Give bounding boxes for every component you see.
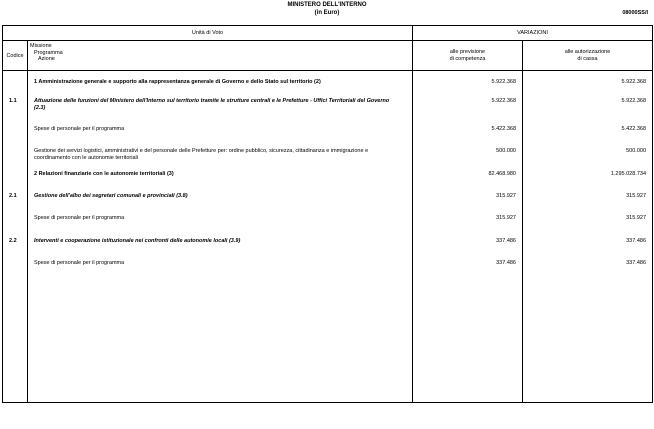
row-code — [3, 122, 28, 148]
row-competence: 337.486 — [413, 238, 523, 260]
row-label: 1 Amministrazione generale e supporto alla rappresentanza generale di Governo e dello Stato sul territorio (2) — [28, 71, 413, 95]
table-row — [3, 171, 653, 193]
table-row — [3, 148, 653, 171]
row-label: 2 Relazioni finanziarie con le autonomie territoriali (3) — [28, 171, 413, 193]
code-header: Codice — [3, 41, 28, 71]
row-code: 2.2 — [3, 238, 28, 260]
cash-label-1: alle autorizzazione — [564, 48, 611, 55]
row-code — [3, 148, 28, 171]
row-code: 1.1 — [3, 95, 28, 122]
competence-header — [413, 41, 523, 71]
row-competence: 315.927 — [413, 215, 523, 238]
mission-label: Missione — [30, 43, 52, 49]
row-cash: 5.422.368 — [523, 122, 653, 148]
table-row — [3, 215, 653, 238]
cash-label-2: di cassa — [577, 55, 598, 62]
row-label: Spese di personale per il programma — [28, 122, 413, 148]
row-cash: 5.922.368 — [523, 95, 653, 122]
row-code — [3, 260, 28, 280]
row-cash: 315.927 — [523, 193, 653, 215]
row-code — [3, 171, 28, 193]
row-cash: 337.486 — [523, 238, 653, 260]
row-code — [3, 215, 28, 238]
variations-header: VARIAZIONI — [413, 26, 653, 41]
row-cash: 1.295.028.734 — [523, 171, 653, 193]
ministry-title: MINISTERO DELL'INTERNO — [287, 2, 367, 8]
row-competence: 5.922.368 — [413, 71, 523, 95]
row-label: Attuazione delle funzioni del Ministero dell'Interno sul territorio tramite le strutture centrali e le Prefetture - Uffici Territoriali del Governo (2.3) — [28, 95, 413, 122]
currency-note: (in Euro) — [314, 10, 340, 16]
cash-header — [523, 41, 653, 71]
competence-label-1: alle previsione — [449, 48, 486, 55]
table-row — [3, 260, 653, 280]
row-competence: 315.927 — [413, 193, 523, 215]
mission-header — [28, 41, 413, 71]
programme-label: Programma — [34, 49, 63, 56]
empty-cell — [3, 280, 28, 403]
table-row — [3, 95, 653, 122]
row-label: Interventi e cooperazione istituzionale nei confronti delle autonomie locali (3.9) — [28, 238, 413, 260]
action-label: Azione — [38, 56, 55, 62]
empty-area — [3, 280, 653, 403]
empty-cell — [523, 280, 653, 403]
table-row — [3, 122, 653, 148]
row-label: Gestione dei servizi logistici, amministrativi e del personale delle Prefetture per: ordine pubblico, sicurezza, cittadinanza e immigrazione e coordinamento con le autonomie territoriali — [28, 148, 413, 171]
empty-cell — [413, 280, 523, 403]
row-cash: 315.927 — [523, 215, 653, 238]
variations-table — [2, 25, 653, 403]
empty-cell — [28, 280, 413, 403]
row-label: Spese di personale per il programma — [28, 260, 413, 280]
row-competence: 82.468.980 — [413, 171, 523, 193]
row-cash: 5.922.368 — [523, 71, 653, 95]
competence-label-2: di competenza — [449, 55, 486, 62]
row-code: 2.1 — [3, 193, 28, 215]
row-competence: 5.422.368 — [413, 122, 523, 148]
row-competence: 500.000 — [413, 148, 523, 171]
row-code — [3, 71, 28, 95]
row-competence: 5.922.368 — [413, 95, 523, 122]
row-label: Spese di personale per il programma — [28, 215, 413, 238]
row-cash: 500.000 — [523, 148, 653, 171]
table-row — [3, 238, 653, 260]
document-code: 08000SS/I — [622, 10, 648, 16]
table-row — [3, 193, 653, 215]
table-row — [3, 71, 653, 95]
row-competence: 337.486 — [413, 260, 523, 280]
row-label: Gestione dell'albo dei segretari comunali e provinciali (3.8) — [28, 193, 413, 215]
unit-header: Unità di Voto — [3, 26, 413, 41]
row-cash: 337.486 — [523, 260, 653, 280]
